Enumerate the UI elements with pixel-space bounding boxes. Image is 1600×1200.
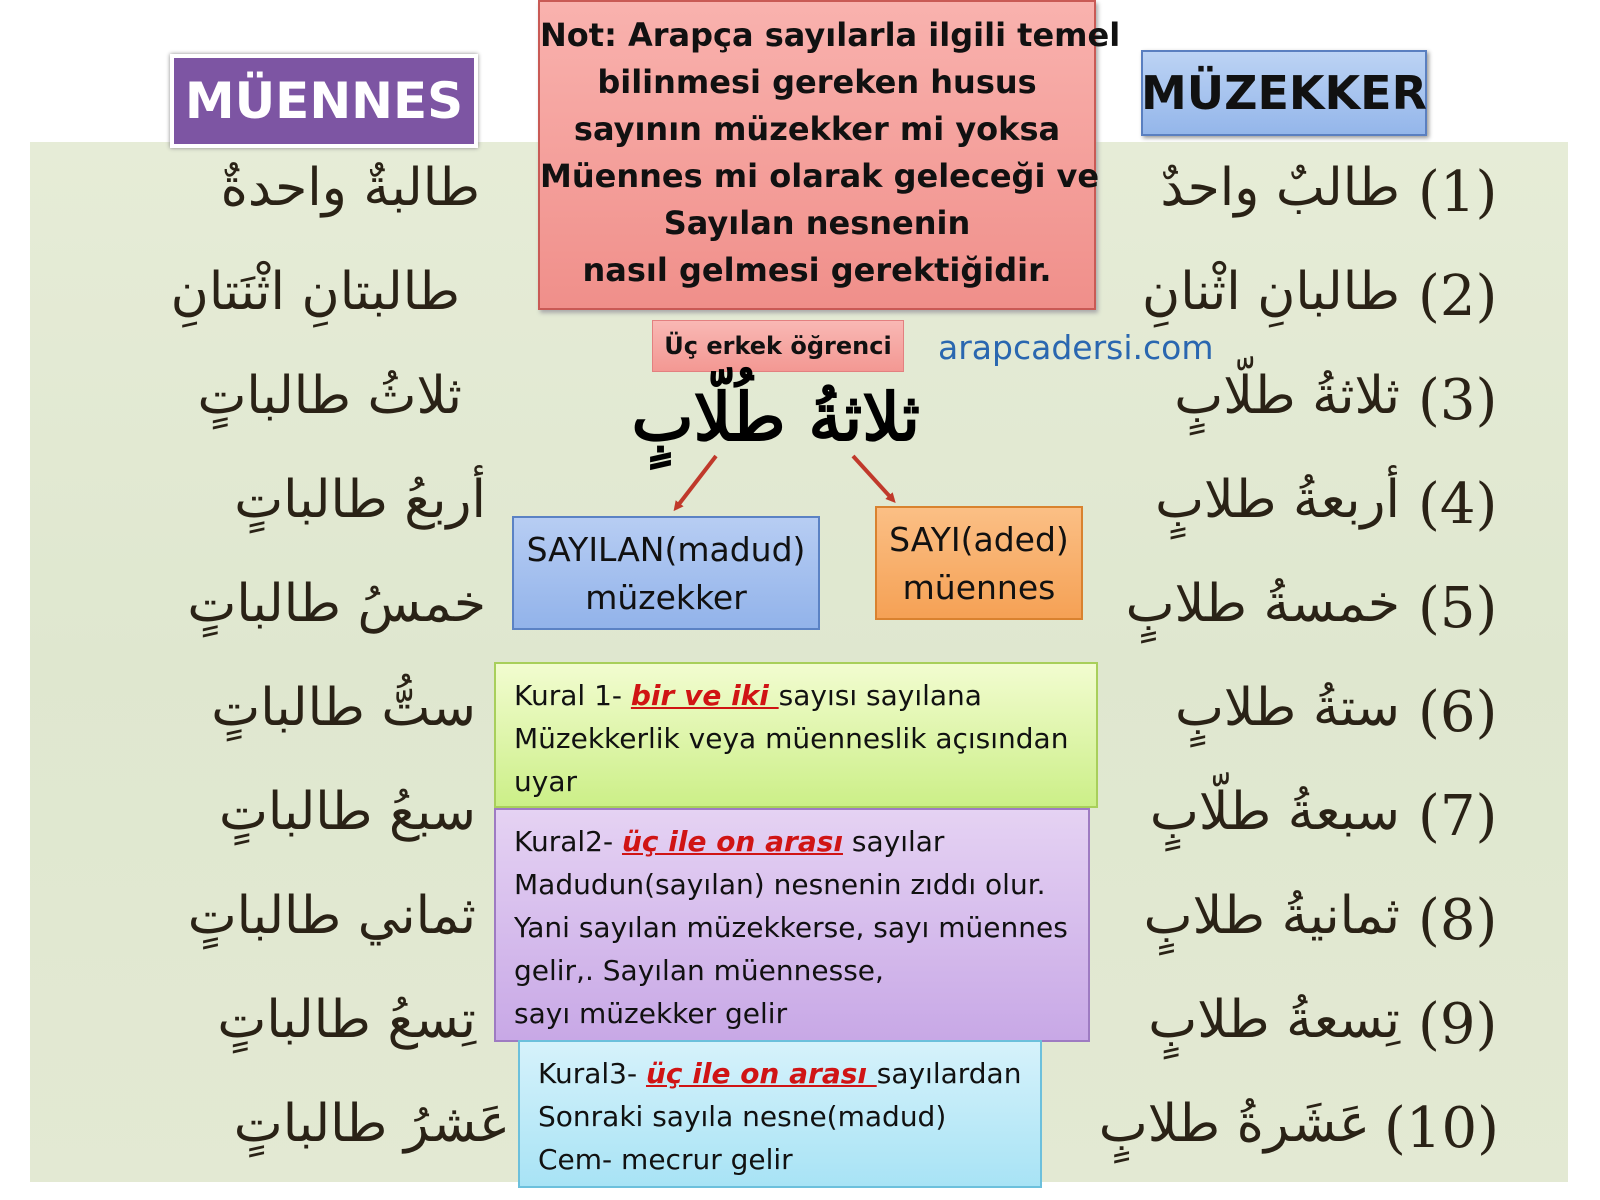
masculine-item-2-text: طالبانِ اثْنانِ <box>1142 262 1400 322</box>
masculine-item-7-text: سبعةُ طلّابٍ <box>1149 782 1400 842</box>
masculine-item-5-number: (5) <box>1418 576 1498 641</box>
rule-1-highlight: bir ve iki <box>630 679 779 712</box>
rule-1-line-1 <box>514 674 1096 717</box>
rule-2-line-4: gelir,. Sayılan müennesse, <box>514 954 884 987</box>
rule-2-line-1 <box>514 820 1088 863</box>
rule-2-highlight: üç ile on arası <box>621 825 843 858</box>
rule-2-prefix: Kural2- <box>514 825 622 858</box>
rule-1-line-3: uyar <box>514 765 577 798</box>
sayilan-line-1: SAYILAN(madud) <box>526 530 806 569</box>
note-line-3: sayının müzekker mi yoksa <box>573 110 1061 148</box>
note-line-4: Müennes mi olarak geleceği ve <box>540 157 1100 195</box>
masculine-item-9-number: (9) <box>1418 992 1498 1057</box>
rule-2-box <box>494 808 1090 1042</box>
masculine-item-5-text: خمسةُ طلابٍ <box>1125 574 1400 634</box>
muzekker-header: MÜZEKKER <box>1141 50 1427 136</box>
site-link[interactable]: arapcadersi.com <box>938 328 1214 367</box>
masculine-item-3-text: ثلاثةُ طلّابٍ <box>1174 366 1400 426</box>
rule-2-line-2: Madudun(sayılan) nesnenin zıddı olur. <box>514 868 1046 901</box>
masculine-item-3-number: (3) <box>1418 368 1498 433</box>
sayilan-box <box>512 516 820 630</box>
example-label: Üç erkek öğrenci <box>652 320 904 372</box>
feminine-item-1: طالبةٌ واحدةٌ <box>220 158 480 218</box>
rule-1-rest: sayısı sayılana <box>778 679 982 712</box>
rule-3-rest: sayılardan <box>876 1057 1022 1090</box>
masculine-item-6-text: ستةُ طلابٍ <box>1174 678 1400 738</box>
note-line-6: nasıl gelmesi gerektiğidir. <box>582 251 1052 289</box>
example-arabic: ثلاثةُ طُلّابٍ <box>631 378 920 456</box>
rule-1-line-2: Müzekkerlik veya müenneslik açısından <box>514 722 1069 755</box>
feminine-item-9: تِسعُ طالباتٍ <box>217 990 476 1050</box>
rule-3-highlight: üç ile on arası <box>645 1057 877 1090</box>
note-line-1: Not: Arapça sayılarla ilgili temel <box>540 16 1121 54</box>
sayi-box <box>875 506 1083 620</box>
masculine-item-7-number: (7) <box>1418 784 1498 849</box>
masculine-item-8-text: ثمانيةُ طلابٍ <box>1143 886 1400 946</box>
rule-3-line-2: Sonraki sayıla nesne(madud) <box>538 1100 947 1133</box>
feminine-item-2: طالبتانِ اثْنَتانِ <box>170 262 460 322</box>
masculine-item-8-number: (8) <box>1418 888 1498 953</box>
masculine-item-6-number: (6) <box>1418 680 1498 745</box>
rule-3-prefix: Kural3- <box>538 1057 646 1090</box>
rule-1-box <box>494 662 1098 808</box>
rule-2-rest: sayılar <box>842 825 945 858</box>
sayilan-line-2: müzekker <box>585 578 747 617</box>
arrow-to-sayi <box>853 456 893 500</box>
masculine-item-4-number: (4) <box>1418 472 1498 537</box>
rule-3-line-3: Cem- mecrur gelir <box>538 1143 793 1176</box>
masculine-item-2-number: (2) <box>1418 264 1498 329</box>
masculine-item-10-text: عَشَرةُ طلابٍ <box>1098 1094 1370 1154</box>
masculine-item-4-text: أربعةُ طلابٍ <box>1155 470 1400 530</box>
rule-2-line-3: Yani sayılan müzekkerse, sayı müennes <box>514 911 1068 944</box>
feminine-item-8: ثماني طالباتٍ <box>187 886 476 946</box>
muennes-header: MÜENNES <box>170 54 478 148</box>
feminine-item-10: عَشرُ طالباتٍ <box>233 1094 510 1154</box>
masculine-item-1-text: طالبٌ واحدٌ <box>1160 158 1400 218</box>
note-line-2: bilinmesi gereken husus <box>597 63 1037 101</box>
sayi-line-2: müennes <box>902 568 1056 607</box>
rule-3-box <box>518 1040 1042 1188</box>
arrow-to-sayilan <box>676 456 716 508</box>
rule-3-line-1 <box>538 1052 1040 1095</box>
feminine-item-7: سبعُ طالباتٍ <box>218 782 476 842</box>
rule-1-prefix: Kural 1- <box>514 679 631 712</box>
note-line-5: Sayılan nesnenin <box>663 204 971 242</box>
masculine-item-10-number: (10) <box>1384 1096 1499 1161</box>
rule-2-line-5: sayı müzekker gelir <box>514 997 788 1030</box>
masculine-item-1-number: (1) <box>1418 160 1498 225</box>
masculine-item-9-text: تِسعةُ طلابٍ <box>1148 990 1400 1050</box>
sayi-line-1: SAYI(aded) <box>889 520 1069 559</box>
feminine-item-4: أربعُ طالباتٍ <box>234 470 486 530</box>
feminine-item-3: ثلاثُ طالباتٍ <box>197 366 462 426</box>
feminine-item-6: ستُّ طالباتٍ <box>211 678 476 738</box>
feminine-item-5: خمسُ طالباتٍ <box>187 574 486 634</box>
